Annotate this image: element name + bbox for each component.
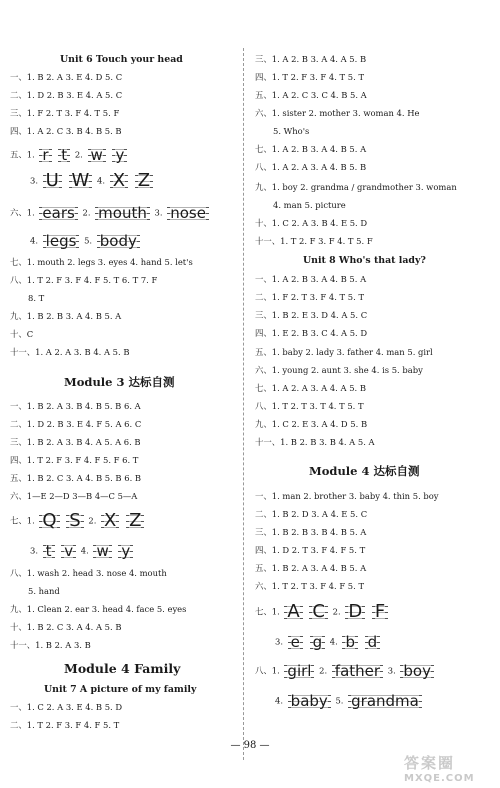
answer-line: 二、1. D 2. B 3. E 4. F 5. A 6. C [10,419,142,429]
answer-line: 五、1. baby 2. lady 3. father 4. man 5. girl [255,347,433,357]
handwritten-letter: y [118,542,133,560]
module3-title: Module 3 达标自测 [64,375,175,389]
answer-line: 五、1. B 2. C 3. A 4. B 5. B 6. B [10,473,142,483]
answer-line: 5. hand [28,586,60,596]
handwritten-word: body [97,232,140,250]
handwritten-letter: A [284,603,302,621]
answer-line: 八、1. A 2. A 3. A 4. B 5. B [255,162,367,172]
answer-line: 二、1. D 2. B 3. E 4. A 5. C [10,90,123,100]
answer-line: 十一、1. B 2. A 3. B [10,640,91,650]
handwritten-word: grandma [348,692,422,710]
answer-line: 九、1. C 2. E 3. A 4. D 5. B [255,419,368,429]
watermark-logo: 答案圈 MXQE.COM [404,754,475,784]
handwritten-letter: U [43,172,62,190]
handwritten-letter: X [101,512,119,530]
handwritten-word: boy [400,662,434,680]
answer-line: 七、1. mouth 2. legs 3. eyes 4. hand 5. let's [10,257,193,267]
answer-line: 六、1—E 2—D 3—B 4—C 5—A [10,491,138,501]
handwritten-letter: Z [135,172,153,190]
handwritten-letter: D [345,603,365,621]
answer-line: 三、1. B 2. E 3. D 4. A 5. C [255,310,368,320]
answer-line: 八、1. wash 2. head 3. nose 4. mouth [10,568,167,578]
answer-line: 五、1. A 2. C 3. C 4. B 5. A [255,90,367,100]
answer-line: 六、1. T 2. T 3. F 4. F 5. T [255,581,365,591]
answer-line: 一、1. C 2. A 3. E 4. B 5. D [10,702,123,712]
handwritten-letter: t [43,542,55,560]
handwritten-letter: S [66,512,83,530]
answer-line: 九、1. B 2. B 3. A 4. B 5. A [10,311,122,321]
answer-line: 一、1. man 2. brother 3. baby 4. thin 5. boy [255,491,439,501]
answer-line: 五、1. B 2. A 3. A 4. B 5. A [255,563,367,573]
answer-line: 十一、1. T 2. F 3. F 4. T 5. F [255,236,373,246]
answer-line: 九、1. boy 2. grandma / grandmother 3. woman [255,182,457,192]
handwritten-letter: y [112,146,127,164]
handwritten-word: ears [39,204,77,222]
handwritten-letter: b [342,633,358,651]
handwriting-row: 七、1. A C 2. D F [255,603,390,621]
page-number: — 98 — [230,740,270,751]
handwriting-row: 3. t v 4. w y [30,542,135,560]
answer-line: 七、1. A 2. B 3. A 4. B 5. A [255,144,367,154]
answer-line: 一、1. A 2. B 3. A 4. B 5. A [255,274,367,284]
answer-line: 四、1. E 2. B 3. C 4. A 5. D [255,328,368,338]
handwritten-letter: Z [126,512,144,530]
module4-family-title: Module 4 Family [64,661,181,676]
handwritten-letter: g [310,633,326,651]
answer-line: 4. man 5. picture [273,200,346,210]
answer-line: 四、1. T 2. F 3. F 4. F 5. F 6. T [10,455,139,465]
answer-line: 5. Who's [273,126,310,136]
handwritten-letter: r [39,146,51,164]
handwritten-letter: w [88,146,106,164]
unit6-title: Unit 6 Touch your head [60,54,183,65]
handwritten-word: father [332,662,383,680]
handwritten-letter: w [93,542,111,560]
handwritten-letter: W [69,172,93,190]
handwritten-word: legs [43,232,80,250]
unit7-title: Unit 7 A picture of my family [44,684,197,695]
handwriting-row: 4. baby 5. grandma [275,692,424,710]
answer-line: 八、1. T 2. T 3. T 4. T 5. T [255,401,364,411]
handwritten-word: mouth [95,204,150,222]
answer-line: 四、1. A 2. C 3. B 4. B 5. B [10,126,122,136]
handwritten-word: girl [284,662,314,680]
answer-line: 八、1. T 2. F 3. F 4. F 5. T 6. T 7. F [10,275,158,285]
handwriting-row: 八、1. girl 2. father 3. boy [255,662,436,680]
handwritten-letter: F [372,603,388,621]
answer-line: 十、C [10,329,34,339]
answer-line: 二、1. B 2. D 3. A 4. E 5. C [255,509,368,519]
handwritten-word: nose [167,204,209,222]
answer-line: 六、1. sister 2. mother 3. woman 4. He [255,108,420,118]
answer-line: 一、1. B 2. A 3. B 4. B 5. B 6. A [10,401,141,411]
answer-line: 九、1. Clean 2. ear 3. head 4. face 5. eyes [10,604,187,614]
answer-line: 二、1. F 2. T 3. F 4. T 5. T [255,292,365,302]
handwritten-letter: X [110,172,128,190]
module4-title: Module 4 达标自测 [309,464,420,478]
answer-line: 一、1. B 2. A 3. E 4. D 5. C [10,72,123,82]
handwritten-letter: v [61,542,76,560]
answer-line: 四、1. D 2. T 3. F 4. F 5. T [255,545,366,555]
answer-line: 三、1. B 2. A 3. B 4. A 5. A 6. B [10,437,141,447]
answer-line: 三、1. F 2. T 3. F 4. T 5. F [10,108,120,118]
answer-line: 四、1. T 2. F 3. F 4. T 5. T [255,72,365,82]
handwriting-row: 3. e g 4. b d [275,633,382,651]
answer-line: 十、1. B 2. C 3. A 4. A 5. B [10,622,122,632]
handwriting-row: 4. legs 5. body [30,232,142,250]
handwritten-letter: e [288,633,303,651]
answer-line: 七、1. A 2. A 3. A 4. A 5. B [255,383,367,393]
handwritten-letter: d [365,633,381,651]
unit8-title: Unit 8 Who's that lady? [303,255,426,266]
handwriting-row: 五、1. r t 2. w y [10,146,129,164]
handwriting-row: 3. U W 4. X Z [30,172,155,190]
handwriting-row: 七、1. Q S 2. X Z [10,512,146,530]
handwritten-letter: Q [39,512,59,530]
answer-line: 三、1. B 2. B 3. B 4. B 5. A [255,527,367,537]
handwritten-word: baby [288,692,331,710]
handwriting-row: 六、1. ears 2. mouth 3. nose [10,204,211,222]
handwritten-letter: t [58,146,70,164]
answer-line: 十、1. C 2. A 3. B 4. E 5. D [255,218,368,228]
answer-line: 十一、1. A 2. A 3. B 4. A 5. B [10,347,130,357]
handwritten-letter: C [309,603,328,621]
answer-line: 六、1. young 2. aunt 3. she 4. is 5. baby [255,365,423,375]
answer-line: 三、1. A 2. B 3. A 4. A 5. B [255,54,367,64]
answer-line: 十一、1. B 2. B 3. B 4. A 5. A [255,437,375,447]
column-divider [243,48,244,760]
answer-line: 8. T [28,293,45,303]
answer-line: 二、1. T 2. F 3. F 4. F 5. T [10,720,120,730]
